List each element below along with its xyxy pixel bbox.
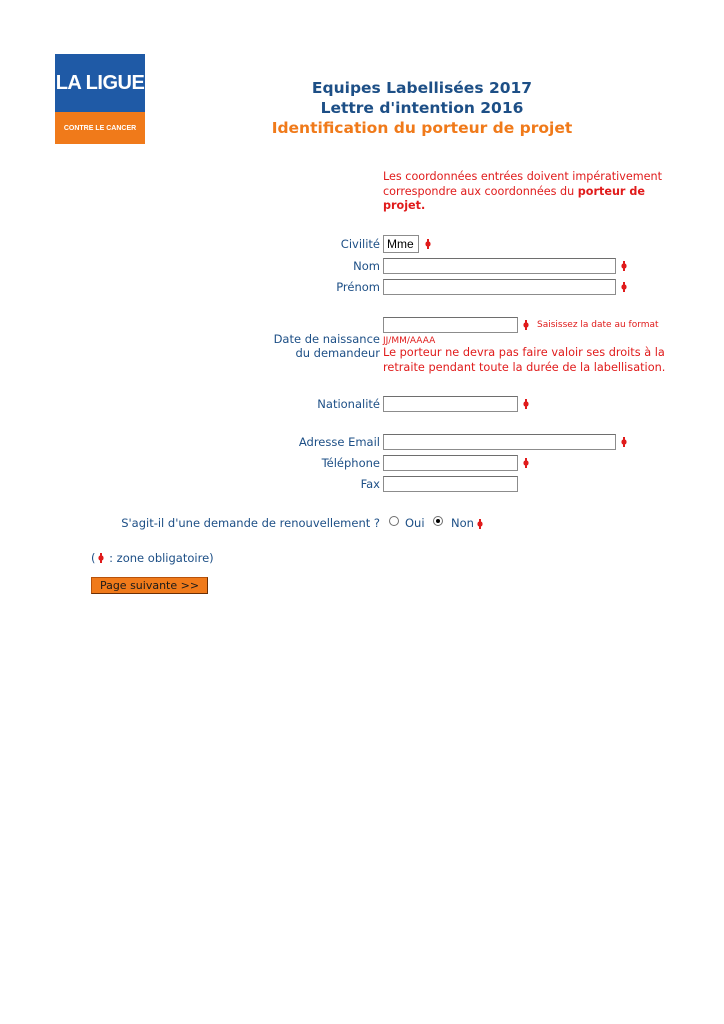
retraite-warning: Le porteur ne devra pas faire valoir ses droits à la retraite pendant toute la durée de la labellisation.	[383, 346, 666, 374]
required-icon	[476, 520, 484, 528]
email-input[interactable]	[383, 434, 616, 450]
date-format: JJ/MM/AAAA	[383, 336, 436, 346]
legend-prefix: (	[91, 551, 96, 565]
page-titles	[230, 78, 614, 139]
non-label: Non	[451, 516, 474, 530]
date-naissance-label-2: du demandeur	[295, 346, 380, 360]
required-icon	[620, 262, 628, 270]
required-icon	[620, 438, 628, 446]
telephone-label: Téléphone	[321, 456, 380, 470]
civilite-select[interactable]: Mme	[383, 235, 419, 253]
nationalite-input[interactable]	[383, 396, 518, 412]
notice-text	[383, 170, 673, 214]
required-icon	[522, 400, 530, 408]
civilite-label: Civilité	[340, 237, 380, 251]
prenom-input[interactable]	[383, 279, 616, 295]
fax-label: Fax	[360, 477, 380, 491]
required-icon	[522, 321, 530, 329]
oui-label: Oui	[405, 516, 425, 530]
nationalite-label: Nationalité	[317, 397, 380, 411]
fax-input[interactable]	[383, 476, 518, 492]
telephone-input[interactable]	[383, 455, 518, 471]
required-icon	[620, 283, 628, 291]
required-legend	[91, 551, 214, 565]
renouvellement-label: S'agit-il d'une demande de renouvellement ?	[121, 516, 380, 530]
prenom-label: Prénom	[336, 280, 380, 294]
date-naissance-input[interactable]	[383, 317, 518, 333]
page-title: Identification du porteur de projet	[271, 119, 573, 137]
email-label: Adresse Email	[298, 435, 380, 449]
la-ligue-logo	[55, 54, 145, 144]
date-naissance-label-1: Date de naissance	[273, 332, 380, 346]
logo-tagline: CONTRE LE CANCER	[55, 112, 145, 144]
notice-bold: porteur de projet.	[383, 184, 645, 212]
page-suivante-button[interactable]: Page suivante >>	[91, 577, 208, 594]
logo-wordmark: LA LIGUE	[55, 54, 145, 112]
date-format-hint: Saisissez la date au format	[537, 320, 659, 330]
notice-body: Les coordonnées entrées doivent impérativement correspondre aux coordonnées du	[383, 170, 662, 198]
required-icon	[424, 240, 432, 248]
legend-text: : zone obligatoire)	[105, 551, 214, 565]
title-line-1: Equipes Labellisées 2017	[311, 79, 533, 97]
radio-oui[interactable]	[389, 516, 399, 526]
required-icon	[522, 459, 530, 467]
radio-non[interactable]	[433, 516, 443, 526]
nom-label: Nom	[353, 259, 380, 273]
title-line-2: Lettre d'intention 2016	[320, 99, 524, 117]
nom-input[interactable]	[383, 258, 616, 274]
required-icon	[97, 554, 105, 562]
